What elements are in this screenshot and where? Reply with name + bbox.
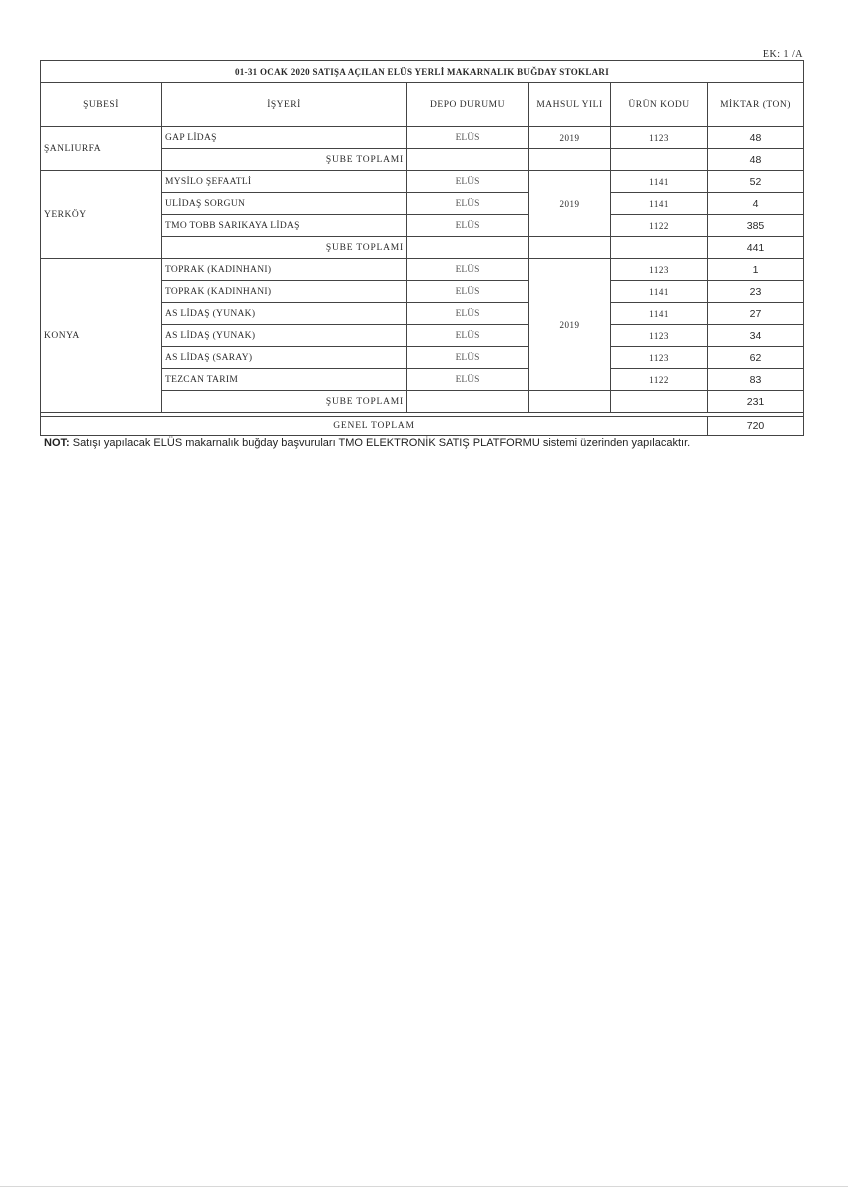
footnote xyxy=(44,437,690,449)
isyeri-cell: TOPRAK (KADINHANI) xyxy=(162,259,407,281)
urun-kodu-cell: 1123 xyxy=(611,347,708,369)
header-mahsul: MAHSUL YILI xyxy=(529,83,611,127)
miktar-cell: 1 xyxy=(708,259,804,281)
isyeri-cell: TOPRAK (KADINHANI) xyxy=(162,281,407,303)
isyeri-cell: TEZCAN TARIM xyxy=(162,369,407,391)
table-title: 01-31 OCAK 2020 SATIŞA AÇILAN ELÜS YERLİ MAKARNALIK BUĞDAY STOKLARI xyxy=(41,61,804,83)
miktar-cell: 52 xyxy=(708,171,804,193)
annex-label: EK: 1 /A xyxy=(762,49,803,60)
isyeri-cell: GAP LİDAŞ xyxy=(162,127,407,149)
sube-total-label: ŞUBE TOPLAMI xyxy=(162,391,407,413)
header-isyeri: İŞYERİ xyxy=(162,83,407,127)
miktar-cell: 34 xyxy=(708,325,804,347)
depo-cell: ELÜS xyxy=(407,281,529,303)
miktar-cell: 48 xyxy=(708,127,804,149)
isyeri-cell: AS LİDAŞ (YUNAK) xyxy=(162,325,407,347)
depo-cell: ELÜS xyxy=(407,215,529,237)
note-text: Satışı yapılacak ELÜS makarnalık buğday başvuruları TMO ELEKTRONİK SATIŞ PLATFORMU sistemi üzerinden yapılacaktır. xyxy=(69,437,691,449)
miktar-cell: 62 xyxy=(708,347,804,369)
depo-cell: ELÜS xyxy=(407,325,529,347)
table-row xyxy=(41,127,804,149)
miktar-cell: 23 xyxy=(708,281,804,303)
sube-name: KONYA xyxy=(41,259,162,413)
miktar-cell: 27 xyxy=(708,303,804,325)
mahsul-cell: 2019 xyxy=(529,171,611,237)
note-prefix: NOT: xyxy=(44,437,70,449)
header-urun: ÜRÜN KODU xyxy=(611,83,708,127)
urun-kodu-cell: 1123 xyxy=(611,127,708,149)
urun-kodu-cell: 1141 xyxy=(611,281,708,303)
urun-kodu-cell: 1123 xyxy=(611,325,708,347)
sube-total-label: ŞUBE TOPLAMI xyxy=(162,237,407,259)
depo-cell: ELÜS xyxy=(407,303,529,325)
header-miktar: MİKTAR (TON) xyxy=(708,83,804,127)
depo-cell: ELÜS xyxy=(407,171,529,193)
urun-kodu-cell: 1122 xyxy=(611,215,708,237)
isyeri-cell: TMO TOBB SARIKAYA LİDAŞ xyxy=(162,215,407,237)
miktar-cell: 385 xyxy=(708,215,804,237)
table-row xyxy=(41,259,804,281)
header-depo: DEPO DURUMU xyxy=(407,83,529,127)
header-sube: ŞUBESİ xyxy=(41,83,162,127)
miktar-cell: 4 xyxy=(708,193,804,215)
table-header-row xyxy=(41,83,804,127)
page-bottom-divider xyxy=(0,1186,848,1187)
table-row xyxy=(41,171,804,193)
isyeri-cell: ULİDAŞ SORGUN xyxy=(162,193,407,215)
urun-kodu-cell: 1141 xyxy=(611,193,708,215)
isyeri-cell: AS LİDAŞ (SARAY) xyxy=(162,347,407,369)
sube-total-value: 231 xyxy=(708,391,804,413)
genel-total-value: 720 xyxy=(708,417,804,436)
sube-total-value: 48 xyxy=(708,149,804,171)
mahsul-cell: 2019 xyxy=(529,259,611,391)
depo-cell: ELÜS xyxy=(407,259,529,281)
sube-total-value: 441 xyxy=(708,237,804,259)
depo-cell: ELÜS xyxy=(407,127,529,149)
urun-kodu-cell: 1122 xyxy=(611,369,708,391)
isyeri-cell: MYSİLO ŞEFAATLİ xyxy=(162,171,407,193)
genel-total-row xyxy=(41,417,804,436)
genel-total-label: GENEL TOPLAM xyxy=(41,417,708,436)
isyeri-cell: AS LİDAŞ (YUNAK) xyxy=(162,303,407,325)
depo-cell: ELÜS xyxy=(407,193,529,215)
depo-cell: ELÜS xyxy=(407,347,529,369)
sube-total-label: ŞUBE TOPLAMI xyxy=(162,149,407,171)
depo-cell: ELÜS xyxy=(407,369,529,391)
urun-kodu-cell: 1123 xyxy=(611,259,708,281)
stock-table xyxy=(40,60,804,436)
sube-name: YERKÖY xyxy=(41,171,162,259)
urun-kodu-cell: 1141 xyxy=(611,303,708,325)
urun-kodu-cell: 1141 xyxy=(611,171,708,193)
mahsul-cell: 2019 xyxy=(529,127,611,149)
miktar-cell: 83 xyxy=(708,369,804,391)
sube-name: ŞANLIURFA xyxy=(41,127,162,171)
